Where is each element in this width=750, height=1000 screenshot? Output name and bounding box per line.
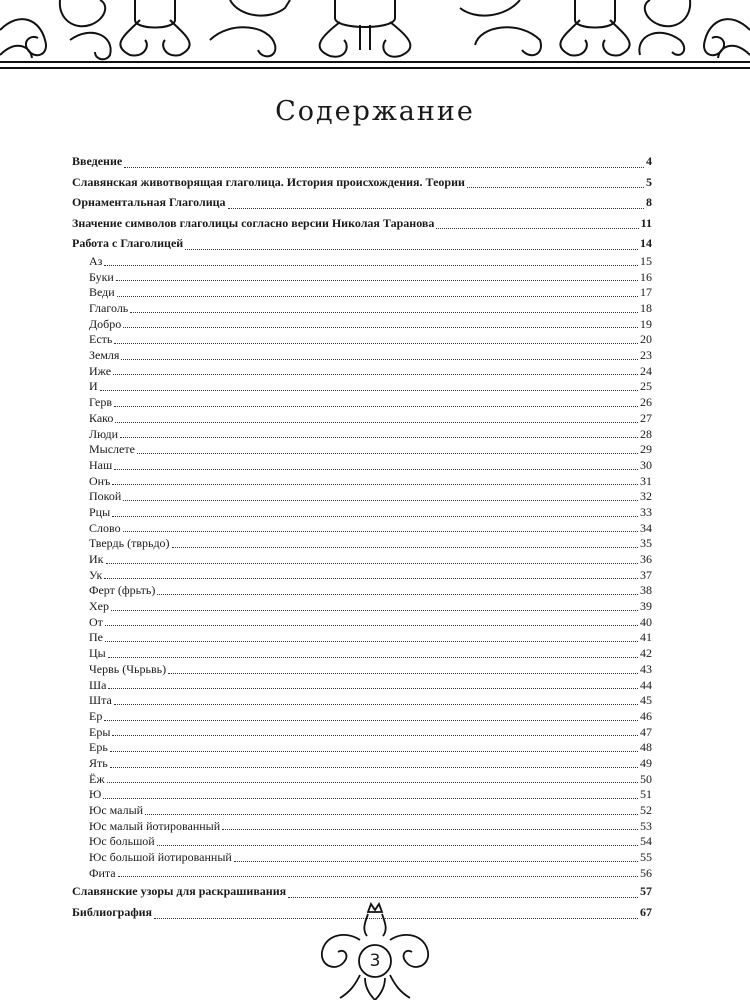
dot-leader: [112, 484, 638, 485]
toc-entry-label: Ик: [89, 552, 104, 567]
toc-entry-label: Еры: [89, 724, 111, 739]
toc-entry-page: 16: [640, 269, 652, 284]
toc-entry-label: Введение: [72, 154, 123, 168]
toc-entry-page: 36: [640, 552, 652, 567]
toc-entry-label: Глаголь: [89, 301, 129, 316]
toc-entry-page: 26: [640, 395, 652, 410]
dot-leader: [137, 453, 638, 454]
toc-entry-page: 50: [640, 771, 652, 786]
toc-subsection-row: [72, 630, 652, 646]
dot-leader: [108, 657, 638, 658]
toc-section-row: [72, 881, 652, 902]
toc-entry-label: Фита: [89, 865, 116, 880]
dot-leader: [130, 312, 638, 313]
dot-leader: [157, 594, 638, 595]
toc-section-row: [72, 151, 652, 172]
toc-entry-page: 54: [640, 834, 652, 849]
toc-subsection-row: [72, 285, 652, 301]
toc-entry-page: 28: [640, 426, 652, 441]
toc-entry-page: 48: [640, 740, 652, 755]
toc-entry-label: Юс большой йотированный: [89, 850, 232, 865]
dot-leader: [114, 704, 638, 705]
toc-entry-label: Земля: [89, 348, 120, 363]
toc-entry-page: 44: [640, 677, 652, 692]
toc-entry-page: 25: [640, 379, 652, 394]
toc-entry-label: Слово: [89, 520, 121, 535]
toc-subsection-row: [72, 411, 652, 427]
toc-entry-label: Ю: [89, 787, 102, 802]
toc-entry-label: Ять: [89, 755, 108, 770]
toc-entry-label: От: [89, 614, 103, 629]
toc-entry-page: 27: [640, 410, 652, 425]
dot-leader: [107, 782, 638, 783]
toc-entry-page: 57: [640, 884, 652, 899]
toc-subsection-row: [72, 332, 652, 348]
toc-subsection-row: [72, 693, 652, 709]
toc-subsection-row: [72, 348, 652, 364]
toc-entry-page: 47: [640, 724, 652, 739]
toc-entry-page: 43: [640, 661, 652, 676]
toc-subsection-row: [72, 866, 652, 882]
toc-entry-page: 29: [640, 442, 652, 457]
toc-section-row: [72, 172, 652, 193]
dot-leader: [106, 563, 639, 564]
toc-entry-page: 33: [640, 504, 652, 519]
dot-leader: [110, 767, 638, 768]
toc-entry-page: 53: [640, 818, 652, 833]
dot-leader: [108, 688, 638, 689]
toc-subsection-row: [72, 521, 652, 537]
dot-leader: [123, 327, 638, 328]
toc-entry-page: 8: [646, 195, 652, 210]
toc-entry-label: Ша: [89, 677, 107, 692]
toc-entry-page: 49: [640, 755, 652, 770]
toc-entry-label: Ук: [89, 567, 103, 582]
toc-subsection-row: [72, 427, 652, 443]
dot-leader: [104, 265, 638, 266]
dot-leader: [105, 641, 638, 642]
toc-section-row: [72, 233, 652, 254]
toc-entry-page: 40: [640, 614, 652, 629]
toc-entry-label: Цы: [89, 646, 106, 661]
toc-subsection-row: [72, 725, 652, 741]
toc-subsection-row: [72, 709, 652, 725]
dot-leader: [118, 876, 638, 877]
dot-leader: [115, 422, 638, 423]
toc-entry-label: Твердь (тврьдо): [89, 536, 170, 551]
dot-leader: [288, 897, 638, 898]
dot-leader: [114, 406, 638, 407]
toc-entry-label: Червь (Чьрьвь): [89, 661, 167, 676]
dot-leader: [157, 845, 638, 846]
toc-entry-label: Онъ: [89, 473, 111, 488]
toc-entry-page: 4: [646, 154, 652, 168]
toc-entry-page: 39: [640, 599, 652, 614]
toc-entry-label: Славянские узоры для раскрашивания: [72, 884, 287, 899]
dot-leader: [111, 610, 638, 611]
toc-entry-label: Покой: [89, 489, 122, 504]
dot-leader: [145, 814, 638, 815]
toc-entry-page: 67: [640, 905, 652, 920]
toc-entry-label: Орнаментальная Глаголица: [72, 195, 226, 210]
toc-subsection-row: [72, 646, 652, 662]
toc-entry-label: Юс малый: [89, 803, 144, 818]
dot-leader: [467, 187, 644, 188]
toc-subsection-row: [72, 850, 652, 866]
toc-entry-page: 14: [640, 236, 652, 251]
toc-subsection-row: [72, 552, 652, 568]
toc-subsection-row: [72, 772, 652, 788]
toc-entry-page: 56: [640, 865, 652, 880]
toc-subsection-row: [72, 270, 652, 286]
dot-leader: [113, 374, 638, 375]
toc-entry-label: Шта: [89, 693, 112, 708]
toc-subsection-row: [72, 615, 652, 631]
dot-leader: [123, 500, 638, 501]
toc-entry-page: 42: [640, 646, 652, 661]
dot-leader: [234, 861, 638, 862]
toc-entry-page: 17: [640, 285, 652, 300]
toc-subsection-row: [72, 787, 652, 803]
toc-entry-page: 34: [640, 520, 652, 535]
toc-entry-page: 20: [640, 332, 652, 347]
toc-subsection-row: [72, 458, 652, 474]
toc-entry-page: 51: [640, 787, 652, 802]
toc-subsection-row: [72, 803, 652, 819]
dot-leader: [105, 625, 638, 626]
dot-leader: [110, 751, 638, 752]
table-of-contents: [72, 151, 652, 923]
dot-leader: [124, 167, 644, 168]
dot-leader: [114, 469, 638, 470]
toc-entry-label: Ёж: [89, 771, 105, 786]
toc-entry-label: Наш: [89, 457, 113, 472]
toc-entry-label: Работа с Глаголицей: [72, 236, 184, 251]
toc-subsection-row: [72, 254, 652, 270]
toc-entry-label: Добро: [89, 316, 122, 331]
dot-leader: [116, 280, 638, 281]
toc-entry-label: Веди: [89, 285, 115, 300]
toc-subsection-row: [72, 301, 652, 317]
dot-leader: [436, 228, 638, 229]
toc-entry-label: Значение символов глаголицы согласно версии Николая Таранова: [72, 215, 435, 230]
toc-entry-page: 15: [640, 253, 652, 268]
toc-subsection-row: [72, 489, 652, 505]
dot-leader: [120, 437, 638, 438]
toc-subsection-row: [72, 834, 652, 850]
dot-leader: [114, 343, 638, 344]
toc-entry-page: 24: [640, 363, 652, 378]
toc-entry-label: И: [89, 379, 98, 394]
dot-leader: [104, 720, 638, 721]
toc-entry-page: 41: [640, 630, 652, 645]
toc-subsection-row: [72, 756, 652, 772]
toc-entry-page: 37: [640, 567, 652, 582]
toc-entry-page: 5: [646, 174, 652, 189]
toc-entry-page: 38: [640, 583, 652, 598]
toc-entry-page: 31: [640, 473, 652, 488]
toc-entry-page: 23: [640, 348, 652, 363]
toc-entry-label: Рцы: [89, 504, 111, 519]
toc-entry-label: Есть: [89, 332, 113, 347]
toc-entry-label: Люди: [89, 426, 119, 441]
toc-section-row: [72, 192, 652, 213]
toc-entry-label: Аз: [89, 253, 103, 268]
toc-entry-label: Ферт (фрьть): [89, 583, 156, 598]
dot-leader: [100, 390, 638, 391]
toc-entry-page: 35: [640, 536, 652, 551]
toc-entry-label: Иже: [89, 363, 112, 378]
dot-leader: [123, 531, 638, 532]
dot-leader: [112, 735, 638, 736]
toc-entry-page: 19: [640, 316, 652, 331]
dot-leader: [168, 673, 638, 674]
toc-section-row: [72, 213, 652, 234]
dot-leader: [228, 208, 644, 209]
toc-entry-page: 55: [640, 850, 652, 865]
toc-entry-page: 18: [640, 301, 652, 316]
toc-subsection-row: [72, 568, 652, 584]
toc-entry-label: Пе: [89, 630, 103, 645]
toc-subsection-row: [72, 819, 652, 835]
toc-entry-label: Хер: [89, 599, 109, 614]
toc-subsection-row: [72, 442, 652, 458]
toc-subsection-row: [72, 662, 652, 678]
toc-entry-label: Герв: [89, 395, 113, 410]
toc-entry-page: 11: [640, 215, 652, 230]
toc-entry-page: 45: [640, 693, 652, 708]
toc-entry-label: Библиография: [72, 905, 153, 920]
toc-entry-label: Како: [89, 410, 114, 425]
dot-leader: [172, 547, 638, 548]
toc-entry-page: 30: [640, 457, 652, 472]
dot-leader: [103, 798, 638, 799]
toc-subsection-row: [72, 583, 652, 599]
toc-subsection-row: [72, 505, 652, 521]
toc-subsection-row: [72, 678, 652, 694]
toc-entry-label: Ер: [89, 708, 103, 723]
toc-subsection-row: [72, 599, 652, 615]
dot-leader: [185, 249, 638, 250]
toc-subsection-row: [72, 740, 652, 756]
toc-subsection-row: [72, 364, 652, 380]
toc-entry-label: Ерь: [89, 740, 108, 755]
dot-leader: [121, 359, 638, 360]
toc-entry-page: 46: [640, 708, 652, 723]
toc-entry-label: Буки: [89, 269, 114, 284]
toc-entry-page: 52: [640, 803, 652, 818]
page-title: Содержание: [275, 96, 475, 127]
dot-leader: [104, 578, 638, 579]
toc-entry-label: Юс большой: [89, 834, 155, 849]
dot-leader: [117, 296, 638, 297]
floral-border-ornament-icon: [0, 0, 750, 90]
toc-subsection-row: [72, 536, 652, 552]
dot-leader: [222, 829, 638, 830]
toc-entry-label: Славянская животворящая глаголица. История происхождения. Теории: [72, 174, 465, 189]
toc-subsection-row: [72, 317, 652, 333]
dot-leader: [112, 516, 638, 517]
toc-entry-page: 32: [640, 489, 652, 504]
toc-entry-label: Мыслете: [89, 442, 135, 457]
toc-entry-label: Юс малый йотированный: [89, 818, 221, 833]
toc-subsection-row: [72, 395, 652, 411]
toc-subsection-row: [72, 474, 652, 490]
toc-subsection-row: [72, 379, 652, 395]
page-number: 3: [369, 951, 381, 971]
